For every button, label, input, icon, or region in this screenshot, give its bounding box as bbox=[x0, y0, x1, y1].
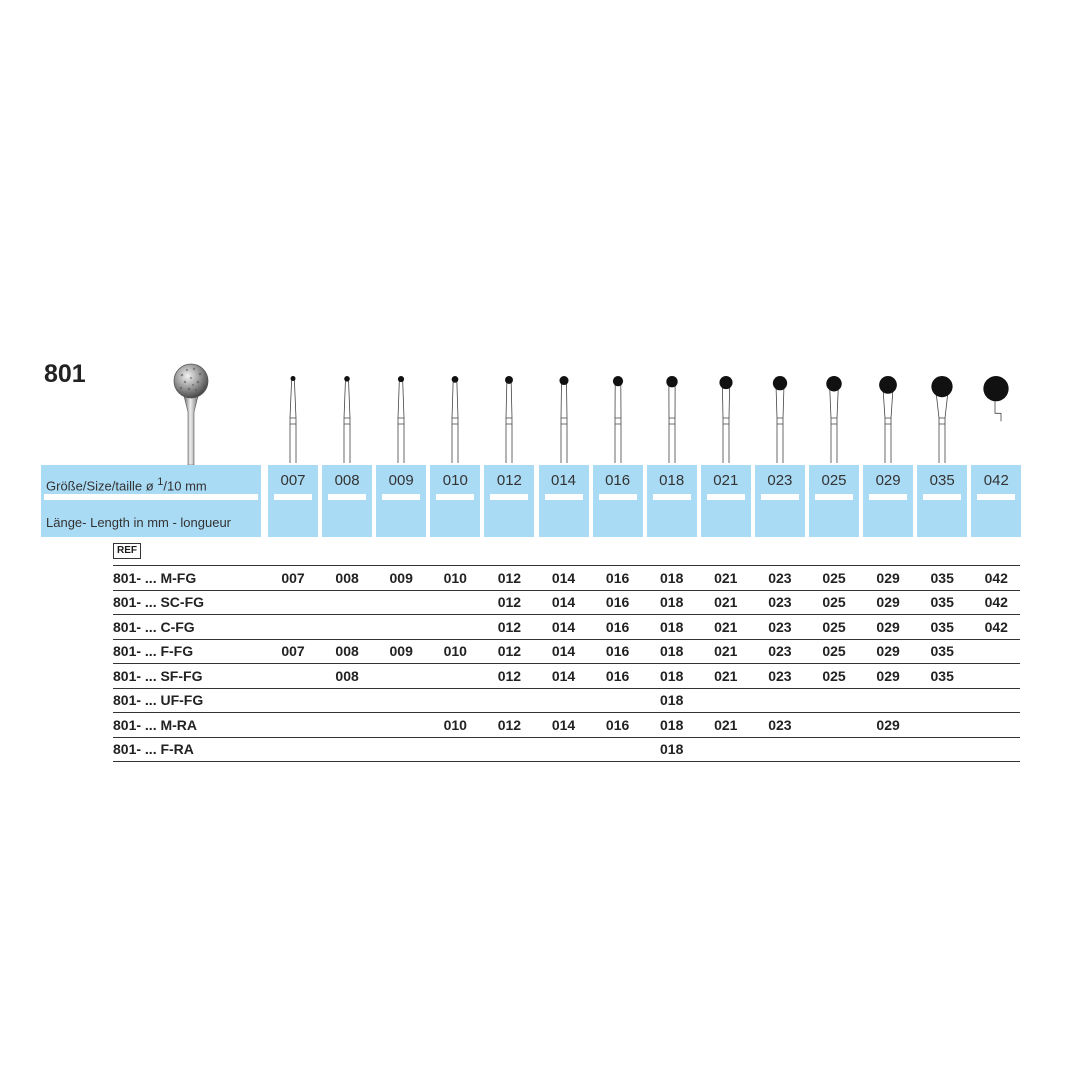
bur-head-018 bbox=[666, 376, 677, 387]
table-cell: 012 bbox=[497, 570, 522, 586]
bur-head-035 bbox=[932, 376, 953, 397]
size-label: 023 bbox=[767, 472, 793, 489]
table-cell: 021 bbox=[714, 643, 738, 659]
bur-drawing-009 bbox=[376, 368, 426, 463]
table-rule bbox=[113, 737, 1020, 738]
row-label: 801- ... F-FG bbox=[113, 643, 194, 659]
size-separator bbox=[653, 494, 691, 500]
table-cell: 009 bbox=[389, 570, 413, 586]
table-cell: 029 bbox=[876, 619, 900, 635]
table-cell: 023 bbox=[768, 668, 792, 684]
table-cell: 016 bbox=[605, 570, 630, 586]
table-cell: 018 bbox=[660, 570, 684, 586]
size-label: 009 bbox=[388, 472, 414, 489]
table-cell: 029 bbox=[876, 643, 900, 659]
table-cell: 007 bbox=[281, 643, 305, 659]
table-cell: 014 bbox=[551, 717, 576, 733]
table-cell: 014 bbox=[551, 619, 576, 635]
size-separator bbox=[274, 494, 312, 500]
table-cell: 042 bbox=[984, 619, 1008, 635]
bur-head-009 bbox=[398, 376, 404, 382]
ref-label: REF bbox=[113, 543, 141, 559]
table-cell: 016 bbox=[605, 619, 630, 635]
size-separator bbox=[328, 494, 366, 500]
size-separator bbox=[761, 494, 799, 500]
table-cell: 029 bbox=[876, 570, 900, 586]
size-separator bbox=[707, 494, 745, 500]
table-cell: 012 bbox=[497, 643, 522, 659]
size-column-035 bbox=[917, 465, 967, 537]
row-label: 801- ... UF-FG bbox=[113, 692, 204, 708]
table-cell: 008 bbox=[335, 570, 359, 586]
row-label: 801- ... SC-FG bbox=[113, 594, 205, 610]
size-label-box bbox=[41, 465, 261, 537]
size-column-010 bbox=[430, 465, 480, 537]
row-label: 801- ... M-RA bbox=[113, 717, 198, 733]
size-separator bbox=[923, 494, 961, 500]
size-separator bbox=[436, 494, 474, 500]
table-cell: 025 bbox=[822, 643, 846, 659]
size-separator bbox=[490, 494, 528, 500]
size-column-008 bbox=[322, 465, 372, 537]
size-label: 042 bbox=[983, 472, 1009, 489]
size-label: 025 bbox=[821, 472, 847, 489]
table-cell: 010 bbox=[443, 570, 467, 586]
bur-drawing-035 bbox=[917, 368, 967, 463]
table-cell: 029 bbox=[876, 717, 900, 733]
table-cell: 016 bbox=[605, 594, 630, 610]
size-label: 010 bbox=[442, 472, 468, 489]
size-column-018 bbox=[647, 465, 697, 537]
table-cell: 025 bbox=[822, 570, 846, 586]
table-rule-top bbox=[113, 565, 1020, 566]
bur-drawing-025 bbox=[809, 368, 859, 463]
bur-head-007 bbox=[291, 376, 296, 381]
size-column-014 bbox=[539, 465, 589, 537]
table-cell: 025 bbox=[822, 594, 846, 610]
table-cell: 018 bbox=[660, 643, 684, 659]
table-cell: 016 bbox=[605, 643, 630, 659]
table-cell: 018 bbox=[660, 619, 684, 635]
size-separator bbox=[869, 494, 907, 500]
bur-drawing-016 bbox=[593, 368, 643, 463]
table-cell: 007 bbox=[281, 570, 305, 586]
size-separator bbox=[545, 494, 583, 500]
table-cell: 035 bbox=[930, 643, 954, 659]
table-cell: 035 bbox=[930, 619, 954, 635]
size-separator bbox=[977, 494, 1015, 500]
size-column-007 bbox=[268, 465, 318, 537]
bur-drawing-042 bbox=[971, 368, 1021, 463]
table-cell: 018 bbox=[660, 692, 684, 708]
table-cell: 021 bbox=[714, 594, 738, 610]
bur-head-008 bbox=[344, 376, 350, 382]
table-cell: 014 bbox=[551, 668, 576, 684]
table-cell: 012 bbox=[497, 619, 522, 635]
row-label: 801- ... C-FG bbox=[113, 619, 195, 635]
size-label: 012 bbox=[496, 472, 522, 489]
table-cell: 023 bbox=[768, 619, 792, 635]
table-cell: 012 bbox=[497, 668, 522, 684]
table-cell: 035 bbox=[930, 594, 954, 610]
size-separator bbox=[599, 494, 637, 500]
bur-head-029 bbox=[879, 376, 897, 394]
size-label: 008 bbox=[334, 472, 360, 489]
table-cell: 029 bbox=[876, 594, 900, 610]
table-rule bbox=[113, 663, 1020, 664]
size-label: 029 bbox=[875, 472, 901, 489]
bur-head-016 bbox=[612, 376, 622, 386]
table-rule bbox=[113, 590, 1020, 591]
size-column-042 bbox=[971, 465, 1021, 537]
table-cell: 035 bbox=[930, 668, 954, 684]
size-column-029 bbox=[863, 465, 913, 537]
table-rule bbox=[113, 712, 1020, 713]
bur-head-014 bbox=[559, 376, 568, 385]
bur-head-010 bbox=[452, 376, 459, 383]
size-label: 014 bbox=[550, 472, 577, 489]
table-cell: 023 bbox=[768, 643, 792, 659]
bur-drawing-008 bbox=[322, 368, 372, 463]
bur-head-021 bbox=[719, 376, 732, 389]
size-column-021 bbox=[701, 465, 751, 537]
table-cell: 042 bbox=[984, 570, 1008, 586]
bur-head-042 bbox=[984, 376, 1009, 401]
size-column-012 bbox=[484, 465, 534, 537]
table-cell: 008 bbox=[335, 668, 359, 684]
table-cell: 010 bbox=[443, 717, 467, 733]
size-separator bbox=[815, 494, 853, 500]
bur-drawing-023 bbox=[755, 368, 805, 463]
table-cell: 008 bbox=[335, 643, 359, 659]
size-column-023 bbox=[755, 465, 805, 537]
table-cell: 018 bbox=[660, 594, 684, 610]
table-cell: 012 bbox=[497, 717, 522, 733]
bur-drawing-021 bbox=[701, 368, 751, 463]
bur-drawing-012 bbox=[484, 368, 534, 463]
table-rule bbox=[113, 614, 1020, 615]
size-column-016 bbox=[593, 465, 643, 537]
table-cell: 021 bbox=[714, 619, 738, 635]
size-label: 035 bbox=[929, 472, 955, 489]
table-cell: 025 bbox=[822, 668, 846, 684]
bur-head-023 bbox=[773, 376, 787, 390]
table-cell: 014 bbox=[551, 643, 576, 659]
size-label: 016 bbox=[605, 472, 631, 489]
table-cell: 014 bbox=[551, 570, 576, 586]
table-cell: 035 bbox=[930, 570, 954, 586]
row-label: 801- ... F-RA bbox=[113, 741, 194, 757]
bur-drawing-018 bbox=[647, 368, 697, 463]
table-cell: 021 bbox=[714, 668, 738, 684]
table-rule bbox=[113, 688, 1020, 689]
size-column-009 bbox=[376, 465, 426, 537]
table-cell: 012 bbox=[497, 594, 522, 610]
bur-drawing-014 bbox=[539, 368, 589, 463]
table-cell: 018 bbox=[660, 717, 684, 733]
size-header-text: Größe/Size/taille ø $^1$/10 mm bbox=[46, 476, 207, 494]
table-cell: 014 bbox=[551, 594, 576, 610]
table-cell: 023 bbox=[768, 717, 792, 733]
table-rule bbox=[113, 761, 1020, 762]
row-label: 801- ... SF-FG bbox=[113, 668, 203, 684]
table-cell: 010 bbox=[443, 643, 467, 659]
bur-head-012 bbox=[505, 376, 513, 384]
bur-drawing-010 bbox=[430, 368, 480, 463]
bur-drawing-007 bbox=[268, 368, 318, 463]
table-cell: 009 bbox=[389, 643, 413, 659]
table-cell: 018 bbox=[660, 668, 684, 684]
table-cell: 016 bbox=[605, 717, 630, 733]
table-cell: 021 bbox=[714, 717, 738, 733]
size-label: 021 bbox=[713, 472, 739, 489]
table-cell: 023 bbox=[768, 570, 792, 586]
length-header-text: Länge- Length in mm - longueur bbox=[46, 515, 232, 530]
table-cell: 018 bbox=[660, 741, 684, 757]
table-cell: 016 bbox=[605, 668, 630, 684]
bur-drawing-029 bbox=[863, 368, 913, 463]
size-separator bbox=[382, 494, 420, 500]
table-cell: 029 bbox=[876, 668, 900, 684]
header-separator bbox=[44, 494, 258, 500]
table-rule bbox=[113, 639, 1020, 640]
table-cell: 042 bbox=[984, 594, 1008, 610]
size-label: 018 bbox=[659, 472, 685, 489]
bur-head-025 bbox=[826, 376, 841, 391]
product-code: 801 bbox=[44, 360, 86, 388]
row-label: 801- ... M-FG bbox=[113, 570, 197, 586]
table-cell: 021 bbox=[714, 570, 738, 586]
size-label: 007 bbox=[280, 472, 306, 489]
table-cell: 025 bbox=[822, 619, 846, 635]
table-cell: 023 bbox=[768, 594, 792, 610]
size-column-025 bbox=[809, 465, 859, 537]
bur-product-photo bbox=[160, 360, 220, 465]
